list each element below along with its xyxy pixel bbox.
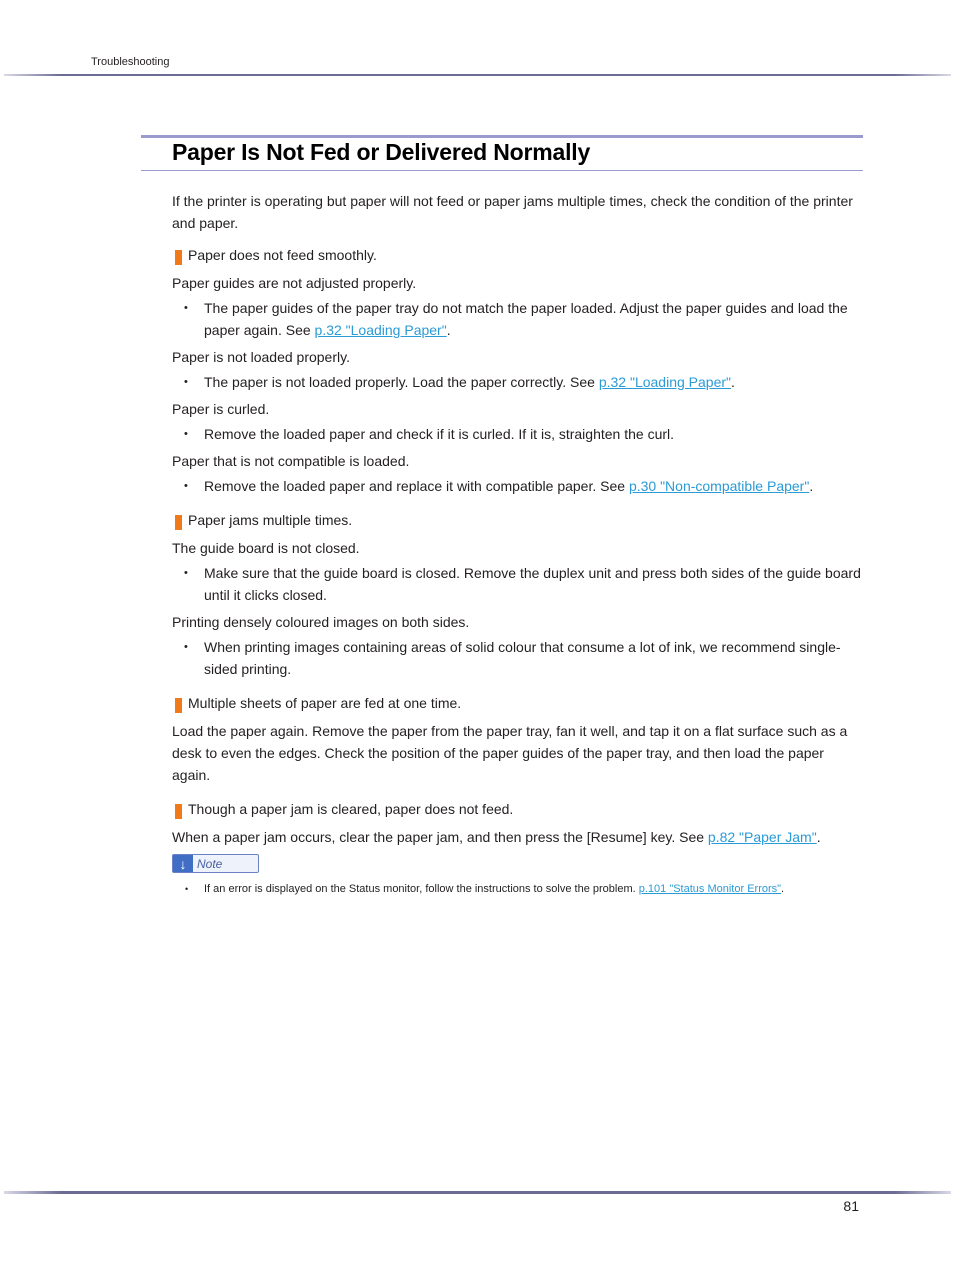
section-heading-text: Multiple sheets of paper are fed at one time. [188, 695, 462, 711]
bullet-item [172, 636, 862, 680]
loading-paper-link[interactable]: p.32 "Loading Paper" [598, 374, 731, 390]
bullet-after: . [446, 322, 451, 338]
bullet-list [172, 562, 862, 606]
note-label: Note [197, 856, 223, 871]
bullet-list [172, 636, 862, 680]
bullet-item [172, 371, 862, 393]
bullet-after: . [731, 374, 735, 390]
section-marker-icon [175, 698, 182, 713]
bullet-list [172, 423, 862, 445]
section-marker-icon [175, 250, 182, 265]
section-heading [172, 798, 862, 820]
bullet-after: . [809, 478, 814, 494]
note-text: If an error is displayed on the Status monitor, follow the instructions to solve the problem. [204, 882, 639, 895]
bullet-item [172, 423, 862, 445]
footer-rule [4, 1191, 951, 1194]
bullet-list [172, 371, 862, 393]
intro-paragraph: If the printer is operating but paper will not feed or paper jams multiple times, check the condition of the printer and paper. [172, 193, 853, 231]
section-marker-icon [175, 515, 182, 530]
section-body-after: . [816, 829, 821, 845]
bullet-dot-icon: • [184, 641, 188, 653]
section-heading [172, 244, 862, 266]
bullet-dot-icon: • [184, 302, 188, 314]
section-body: Load the paper again. Remove the paper from the paper tray, fan it well, and tap it on a flat surface such as a desk to even the edges. Check the position of the paper guides of the paper tray, and then load the paper again. [172, 723, 848, 783]
section-marker-icon [175, 804, 182, 819]
bullet-text: Remove the loaded paper and check if it is curled. If it is, straighten the curl. [204, 426, 675, 442]
non-compatible-paper-link[interactable]: p.30 "Non-compatible Paper" [628, 478, 810, 494]
bullet-item [172, 297, 862, 341]
note-badge [172, 854, 259, 873]
paper-jam-link[interactable]: p.82 "Paper Jam" [707, 829, 817, 845]
bullet-text: When printing images containing areas of solid colour that consume a lot of ink, we recommend single-sided printing. [204, 639, 841, 677]
note-item [172, 881, 862, 897]
section-heading-text: Paper jams multiple times. [188, 512, 353, 528]
bullet-text: The paper guides of the paper tray do not match the paper loaded. Adjust the paper guides and load the paper again. See [204, 300, 848, 338]
status-monitor-errors-link[interactable]: p.101 "Status Monitor Errors" [638, 882, 782, 895]
content [172, 190, 862, 897]
cause-text: The guide board is not closed. [172, 540, 360, 556]
bullet-text: Make sure that the guide board is closed. Remove the duplex unit and press both sides of the guide board until it clicks closed. [204, 565, 861, 603]
note-after: . [781, 882, 785, 895]
note-list [172, 881, 862, 897]
bullet-dot-icon: • [184, 376, 188, 388]
bullet-dot-icon: • [184, 480, 188, 492]
section-heading-text: Paper does not feed smoothly. [188, 247, 377, 263]
page-title: Paper Is Not Fed or Delivered Normally [172, 139, 591, 165]
bullet-item [172, 475, 862, 497]
section-body-paragraph [172, 826, 862, 848]
cause-text: Paper is curled. [172, 401, 270, 417]
bullet-dot-icon: • [185, 883, 189, 894]
cause-text: Paper that is not compatible is loaded. [172, 453, 410, 469]
bullet-dot-icon: • [184, 428, 188, 440]
section-heading [172, 509, 862, 531]
title-block [141, 135, 863, 171]
bullet-item [172, 562, 862, 606]
loading-paper-link[interactable]: p.32 "Loading Paper" [314, 322, 447, 338]
section-heading-text: Though a paper jam is cleared, paper does not feed. [188, 801, 514, 817]
bullet-text: The paper is not loaded properly. Load the paper correctly. See [204, 374, 599, 390]
header-rule [4, 74, 951, 76]
bullet-text: Remove the loaded paper and replace it with compatible paper. See [204, 478, 629, 494]
cause-text: Printing densely coloured images on both sides. [172, 614, 470, 630]
cause-text: Paper is not loaded properly. [172, 349, 350, 365]
section-heading [172, 692, 862, 714]
down-arrow-icon: ↓ [179, 855, 187, 872]
running-head: Troubleshooting [91, 56, 170, 68]
section-body: When a paper jam occurs, clear the paper jam, and then press the [Resume] key. See [172, 829, 708, 845]
bullet-dot-icon: • [184, 567, 188, 579]
page-number: 81 [843, 1198, 859, 1214]
bullet-list [172, 475, 862, 497]
bullet-list [172, 297, 862, 341]
cause-text: Paper guides are not adjusted properly. [172, 275, 417, 291]
